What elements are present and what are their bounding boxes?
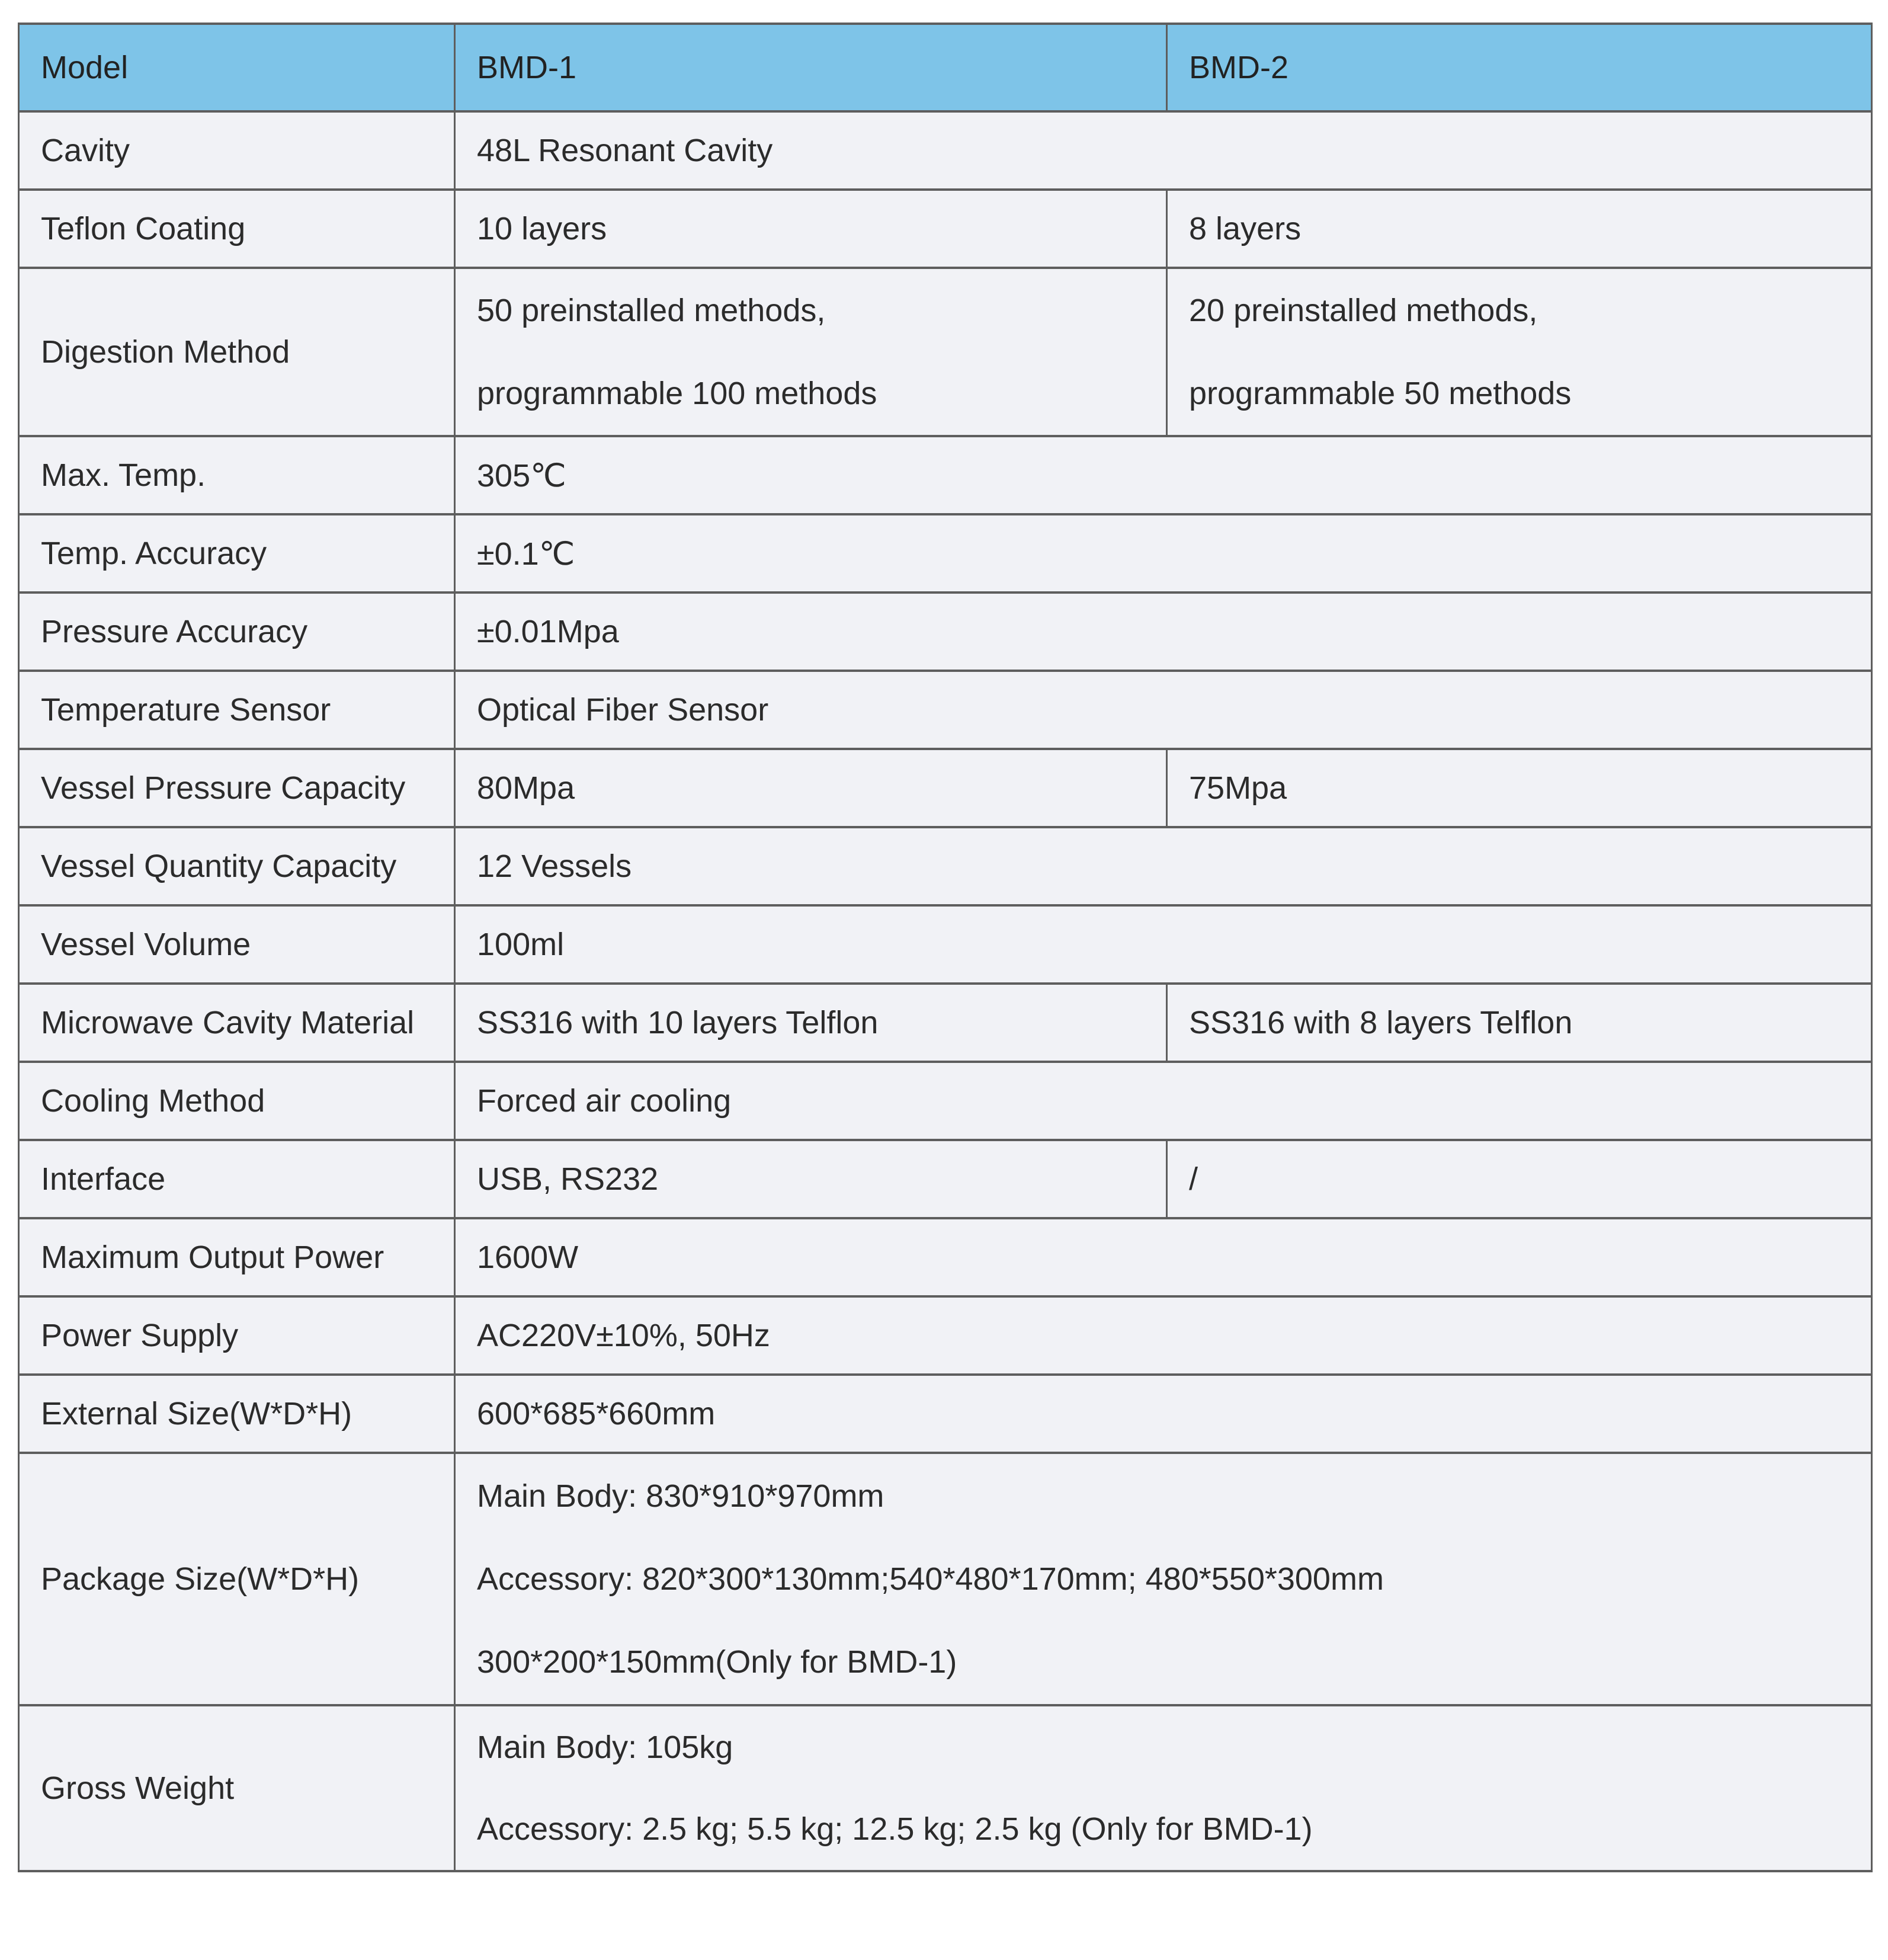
row-label: Max. Temp. xyxy=(19,436,455,514)
digestion-bmd1-line1: 50 preinstalled methods, xyxy=(477,293,826,328)
row-label: Vessel Volume xyxy=(19,905,455,984)
row-value: ±0.01Mpa xyxy=(455,593,1872,671)
row-value: Optical Fiber Sensor xyxy=(455,671,1872,749)
digestion-bmd2-line2: programmable 50 methods xyxy=(1189,376,1572,411)
table-row-temperature-sensor xyxy=(19,671,1872,749)
row-value: AC220V±10%, 50Hz xyxy=(455,1296,1872,1375)
table-row-cavity-material xyxy=(19,984,1872,1062)
package-size-line3: 300*200*150mm(Only for BMD-1) xyxy=(477,1644,957,1680)
gross-weight-line1: Main Body: 105kg xyxy=(477,1730,733,1765)
row-label: Microwave Cavity Material xyxy=(19,984,455,1062)
table-row-power-supply xyxy=(19,1296,1872,1375)
header-model-label: Model xyxy=(19,24,455,111)
table-header-row xyxy=(19,24,1872,111)
table-row-external-size xyxy=(19,1375,1872,1453)
table-row-package-size xyxy=(19,1453,1872,1705)
row-label: Pressure Accuracy xyxy=(19,593,455,671)
row-value xyxy=(455,1453,1872,1705)
table-row-interface xyxy=(19,1140,1872,1218)
row-label: Teflon Coating xyxy=(19,190,455,268)
row-value xyxy=(455,1705,1872,1871)
row-label: Cavity xyxy=(19,111,455,190)
digestion-bmd2-line1: 20 preinstalled methods, xyxy=(1189,293,1538,328)
specification-table xyxy=(18,23,1873,1872)
package-size-line1: Main Body: 830*910*970mm xyxy=(477,1478,884,1514)
table-row-teflon-coating xyxy=(19,190,1872,268)
row-label: Maximum Output Power xyxy=(19,1218,455,1296)
row-value: 600*685*660mm xyxy=(455,1375,1872,1453)
row-value-bmd2 xyxy=(1167,268,1872,436)
table-row-pressure-accuracy xyxy=(19,593,1872,671)
row-value-bmd2: / xyxy=(1167,1140,1872,1218)
row-label: Digestion Method xyxy=(19,268,455,436)
row-value: 48L Resonant Cavity xyxy=(455,111,1872,190)
row-value-bmd2: 8 layers xyxy=(1167,190,1872,268)
table-row-cavity xyxy=(19,111,1872,190)
row-label: Temperature Sensor xyxy=(19,671,455,749)
row-value-bmd1 xyxy=(455,268,1167,436)
row-label: Package Size(W*D*H) xyxy=(19,1453,455,1705)
row-value-bmd2: SS316 with 8 layers Telflon xyxy=(1167,984,1872,1062)
table-row-temp-accuracy xyxy=(19,514,1872,593)
package-size-line2: Accessory: 820*300*130mm;540*480*170mm; 480*550*300mm xyxy=(477,1561,1384,1597)
row-value: 1600W xyxy=(455,1218,1872,1296)
table-row-max-temp xyxy=(19,436,1872,514)
row-label: Gross Weight xyxy=(19,1705,455,1871)
table-row-vessel-quantity-capacity xyxy=(19,827,1872,905)
row-value-bmd1: USB, RS232 xyxy=(455,1140,1167,1218)
table-row-cooling-method xyxy=(19,1062,1872,1140)
row-value: 100ml xyxy=(455,905,1872,984)
row-label: Temp. Accuracy xyxy=(19,514,455,593)
gross-weight-line2: Accessory: 2.5 kg; 5.5 kg; 12.5 kg; 2.5 kg (Only for BMD-1) xyxy=(477,1811,1313,1847)
row-value-bmd1: 80Mpa xyxy=(455,749,1167,827)
row-value-bmd1: SS316 with 10 layers Telflon xyxy=(455,984,1167,1062)
row-label: Vessel Pressure Capacity xyxy=(19,749,455,827)
row-label: Interface xyxy=(19,1140,455,1218)
row-value: 305℃ xyxy=(455,436,1872,514)
table-row-gross-weight xyxy=(19,1705,1872,1871)
table-row-vessel-pressure-capacity xyxy=(19,749,1872,827)
row-value-bmd1: 10 layers xyxy=(455,190,1167,268)
row-label: External Size(W*D*H) xyxy=(19,1375,455,1453)
row-value-bmd2: 75Mpa xyxy=(1167,749,1872,827)
row-label: Power Supply xyxy=(19,1296,455,1375)
table-row-max-output-power xyxy=(19,1218,1872,1296)
row-value: ±0.1℃ xyxy=(455,514,1872,593)
table-row-vessel-volume xyxy=(19,905,1872,984)
row-label: Vessel Quantity Capacity xyxy=(19,827,455,905)
row-label: Cooling Method xyxy=(19,1062,455,1140)
header-model-bmd1: BMD-1 xyxy=(455,24,1167,111)
row-value: 12 Vessels xyxy=(455,827,1872,905)
digestion-bmd1-line2: programmable 100 methods xyxy=(477,376,877,411)
header-model-bmd2: BMD-2 xyxy=(1167,24,1872,111)
table-row-digestion-method xyxy=(19,268,1872,436)
row-value: Forced air cooling xyxy=(455,1062,1872,1140)
